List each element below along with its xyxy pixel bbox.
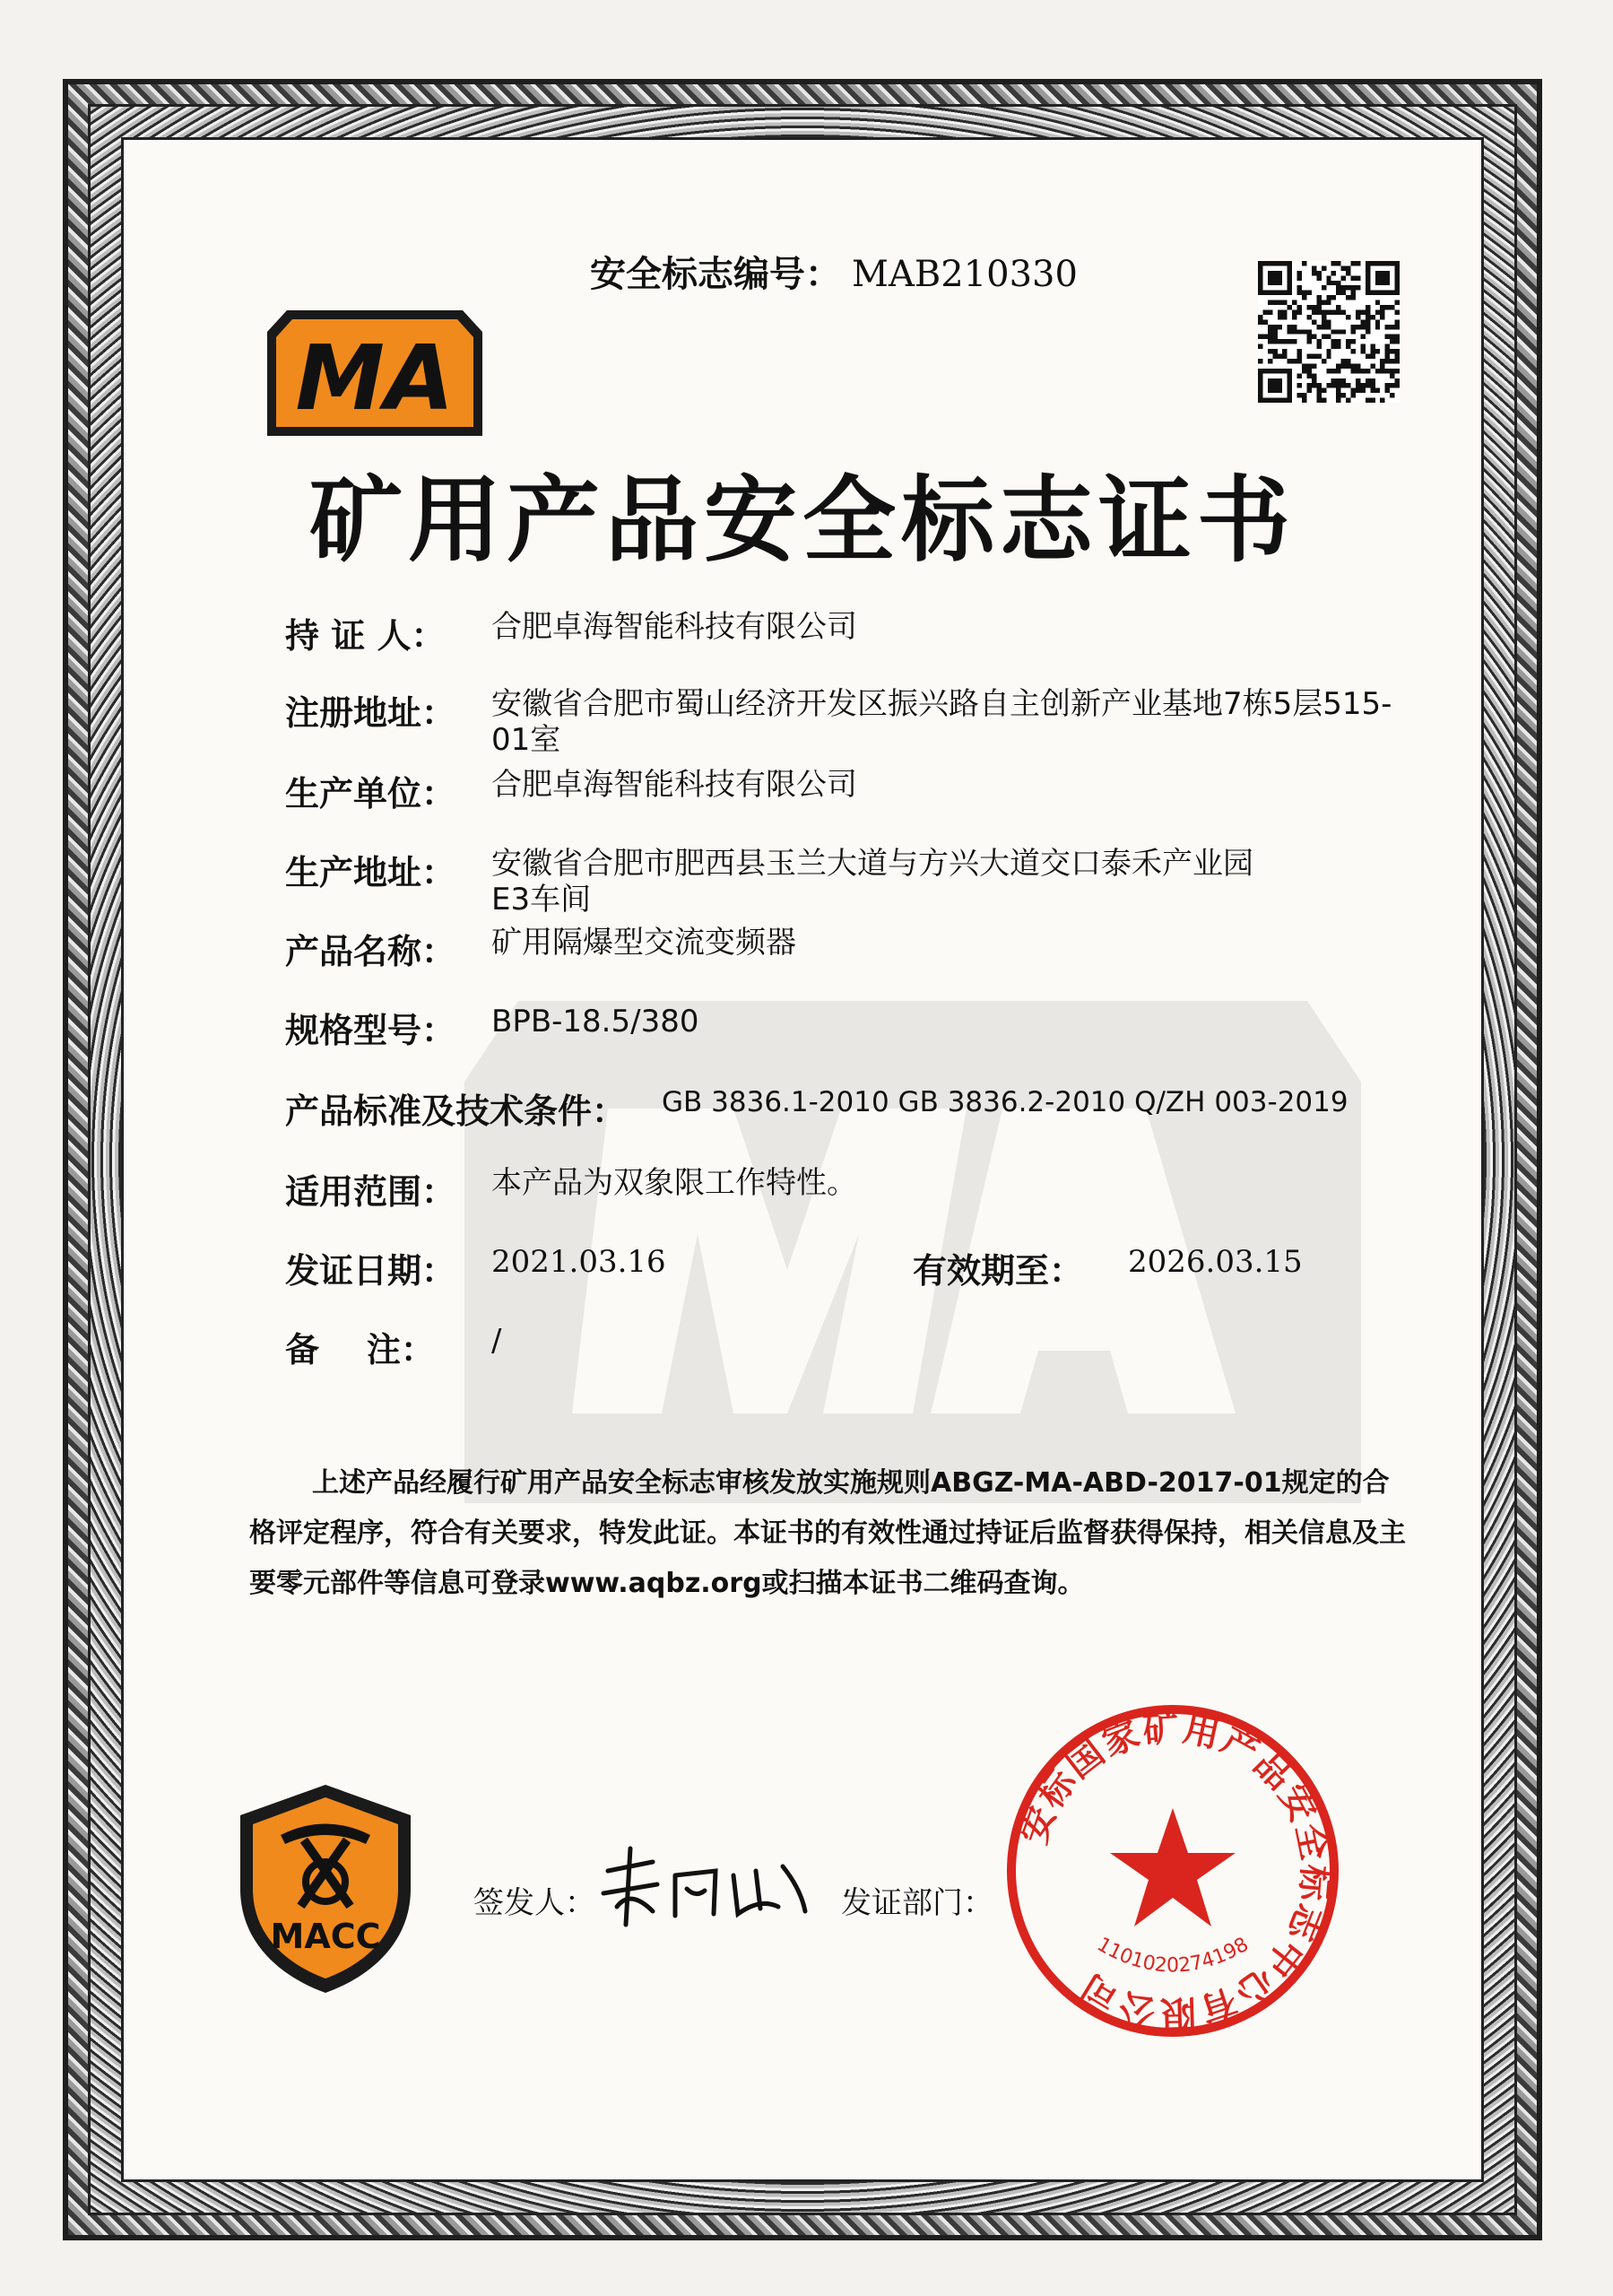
product-name-label: 产品名称：	[285, 932, 456, 971]
issue-date-label: 发证日期：	[285, 1251, 456, 1291]
producer-label: 生产单位：	[285, 774, 456, 813]
prod-address-line2: E3车间	[491, 882, 592, 918]
serial-number-row	[590, 246, 1078, 297]
scope-value: 本产品为双象限工作特性。	[491, 1165, 857, 1201]
product-name-value: 矿用隔爆型交流变频器	[491, 925, 796, 961]
issue-date-value: 2021.03.16	[491, 1244, 666, 1280]
serial-value: MAB210330	[852, 254, 1078, 295]
prod-address-line1: 安徽省合肥市肥西县玉兰大道与方兴大道交口泰禾产业园	[491, 846, 1253, 882]
qr-code	[1258, 261, 1400, 403]
reg-address-line2: 01室	[491, 722, 561, 758]
prod-address-label: 生产地址：	[285, 853, 456, 892]
reg-address-line1: 安徽省合肥市蜀山经济开发区振兴路自主创新产业基地7栋5层515-	[491, 686, 1392, 722]
signer-signature	[590, 1835, 823, 1934]
seal-star-icon	[1110, 1808, 1236, 1926]
ma-logo	[267, 310, 482, 436]
certificate-title: 矿用产品安全标志证书	[308, 465, 1296, 575]
scope-label: 适用范围：	[285, 1172, 456, 1212]
reg-address-label: 注册地址：	[285, 693, 456, 733]
holder-label: 持 证 人：	[285, 616, 446, 656]
model-value: BPB-18.5/380	[491, 1004, 699, 1039]
certificate-frame	[63, 79, 1542, 2240]
svg-text:MACC: MACC	[270, 1917, 381, 1956]
valid-until-label: 有效期至：	[913, 1251, 1084, 1291]
signer-label: 签发人：	[473, 1885, 595, 1921]
macc-badge	[231, 1781, 420, 1996]
svg-text:1101020274198: 1101020274198	[1093, 1933, 1253, 1978]
certificate-body	[121, 137, 1484, 2182]
holder-value: 合肥卓海智能科技有限公司	[491, 609, 857, 645]
svg-text:MA: MA	[295, 326, 455, 430]
standards-label: 产品标准及技术条件：	[285, 1091, 627, 1131]
producer-value: 合肥卓海智能科技有限公司	[491, 767, 857, 803]
remarks-label: 备 注：	[285, 1330, 435, 1370]
remarks-value: /	[491, 1323, 502, 1359]
serial-label: 安全标志编号：	[590, 254, 841, 295]
valid-until-value: 2026.03.15	[1128, 1244, 1303, 1280]
guilloche-border	[88, 104, 1517, 2215]
dept-label: 发证部门：	[841, 1885, 993, 1921]
svg-text:安标国家矿用产品安全标志中心有限公司: 安标国家矿用产品安全标志中心有限公司	[1012, 1706, 1338, 2035]
model-label: 规格型号：	[285, 1011, 456, 1050]
official-seal	[1002, 1700, 1343, 2041]
certification-statement: 上述产品经履行矿用产品安全标志审核发放实施规则ABGZ-MA-ABD-2017-01规定的合格评定程序，符合有关要求，特发此证。本证书的有效性通过持证后监督获得保持，相关信息及主要零元部件等信息可登录www.aqbz.org或扫描本证书二维码查询。	[249, 1467, 1406, 1599]
standards-value: GB 3836.1-2010 GB 3836.2-2010 Q/ZH 003-2019	[662, 1086, 1349, 1118]
